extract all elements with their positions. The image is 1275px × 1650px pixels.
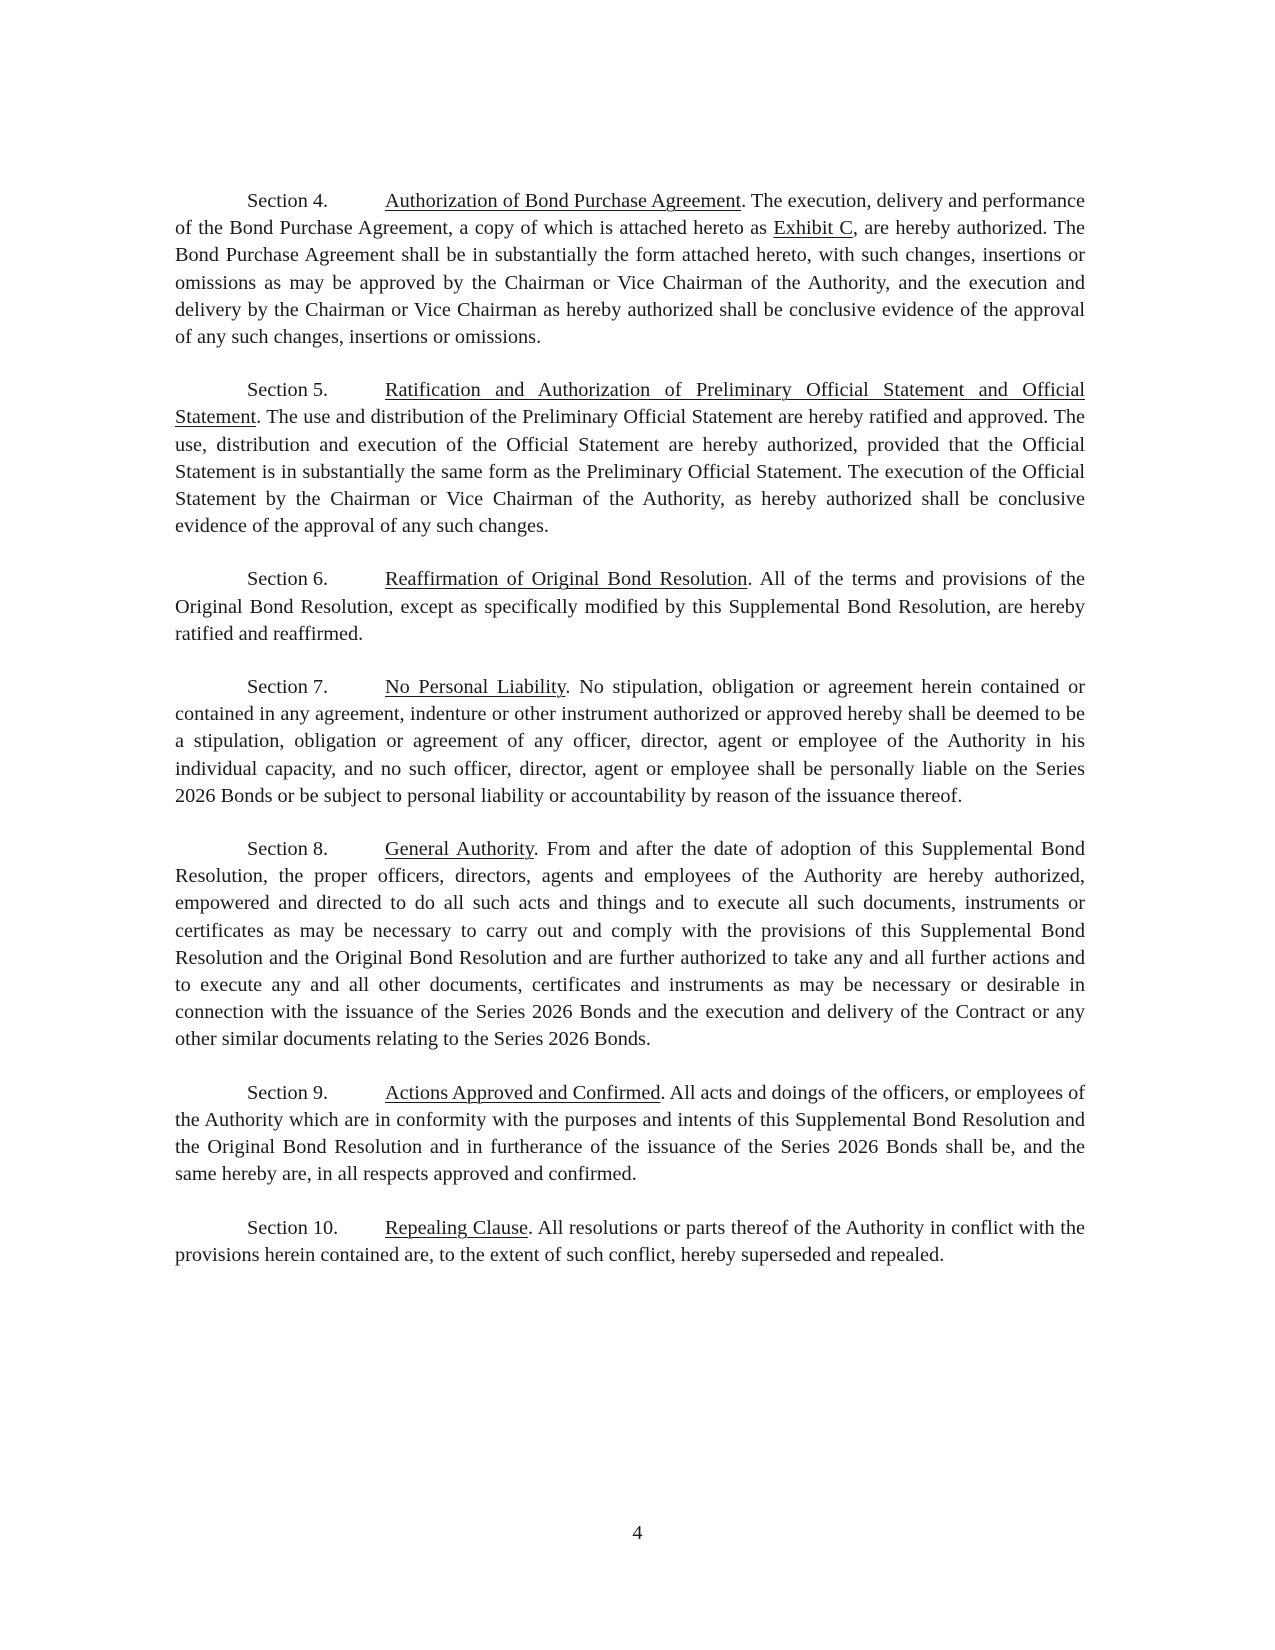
section-text: The execution, delivery and performance of the Bond Purchase Agreement, a copy of which is attached hereto as [175,190,1085,240]
section-heading: Authorization of Bond Purchase Agreement [385,190,742,212]
section-text: All of the terms and provisions of the Original Bond Resolution, except as specifically modified by this Supplemental Bond Resolution, are hereby ratified and reaffirmed. [175,568,1085,645]
section-number: Section 10. [247,1216,339,1239]
section-number: Section 6. [247,568,329,591]
heading-period: . [660,1081,666,1104]
heading-period: . [533,838,539,861]
section-number: Section 7. [247,676,329,699]
heading-period: . [747,568,753,591]
section-heading: Ratification and Authorization of Preliminary Official Statement and Official Statement [175,379,1085,429]
section-text: The use and distribution of the Preliminary Official Statement are hereby ratified and approved. The use, distribution and execution of the Official Statement are hereby authorized, provided that the Official Statement is in substantially the same form as the Preliminary Official Statement. The execution of the Official Statement by the Chairman or Vice Chairman of the Authority, as hereby authorized shall be conclusive evidence of the approval of any such changes. [175,406,1085,538]
section-6 [175,566,1085,648]
section-number: Section 9. [247,1081,329,1104]
section-4 [175,188,1085,351]
section-heading: No Personal Liability [385,676,566,699]
section-8 [175,836,1085,1054]
section-10 [175,1215,1085,1269]
section-9 [175,1080,1085,1189]
section-text: All resolutions or parts thereof of the Authority in conflict with the provisions herein contained are, to the extent of such conflict, hereby superseded and repealed. [175,1216,1085,1266]
section-heading: Repealing Clause [385,1216,528,1239]
heading-period: . [565,676,571,699]
section-text: All acts and doings of the officers, or employees of the Authority which are in conformity with the purposes and intents of this Supplemental Bond Resolution and the Original Bond Resolution and in furtherance of the issuance of the Series 2026 Bonds shall be, and the same hereby are, in all respects approved and confirmed. [175,1081,1085,1186]
section-text: No stipulation, obligation or agreement herein contained or contained in any agreement, indenture or other instrument authorized or approved hereby shall be deemed to be a stipulation, obligation or agreement of any officer, director, agent or employee of the Authority in his individual capacity, and no such officer, director, agent or employee shall be personally liable on the Series 2026 Bonds or be subject to personal liability or accountability by reason of the issuance thereof. [175,676,1085,807]
section-heading: Reaffirmation of Original Bond Resolution [385,568,748,591]
heading-period: . [741,190,747,212]
section-number: Section 8. [247,838,329,861]
document-body [175,188,1085,1295]
section-5 [175,377,1085,540]
exhibit-reference: Exhibit C [773,217,853,240]
section-heading: Actions Approved and Confirmed [385,1081,661,1104]
heading-period: . [527,1216,534,1239]
section-text-continued: , are hereby authorized. The Bond Purchase Agreement shall be in substantially the form attached hereto, with such changes, insertions or omissions as may be approved by the Chairman or Vice Chairman of the Authority, and the execution and delivery by the Chairman or Vice Chairman as hereby authorized shall be conclusive evidence of the approval of any such changes, insertions or omissions. [175,217,1085,349]
section-text: From and after the date of adoption of this Supplemental Bond Resolution, the proper officers, directors, agents and employees of the Authority are hereby authorized, empowered and directed to do all such acts and things and to execute all such documents, instruments or certificates as may be necessary to carry out and comply with the provisions of this Supplemental Bond Resolution and the Original Bond Resolution and are further authorized to take any and all further actions and to execute any and all other documents, certificates and instruments as may be necessary or desirable in connection with the issuance of the Series 2026 Bonds and the execution and delivery of the Contract or any other similar documents relating to the Series 2026 Bonds. [175,838,1085,1051]
section-heading: General Authority [385,838,534,861]
heading-period: . [256,406,262,429]
page-number: 4 [632,1522,643,1544]
section-number: Section 5. [247,379,329,402]
section-7 [175,674,1085,810]
section-number: Section 4. [247,190,329,212]
